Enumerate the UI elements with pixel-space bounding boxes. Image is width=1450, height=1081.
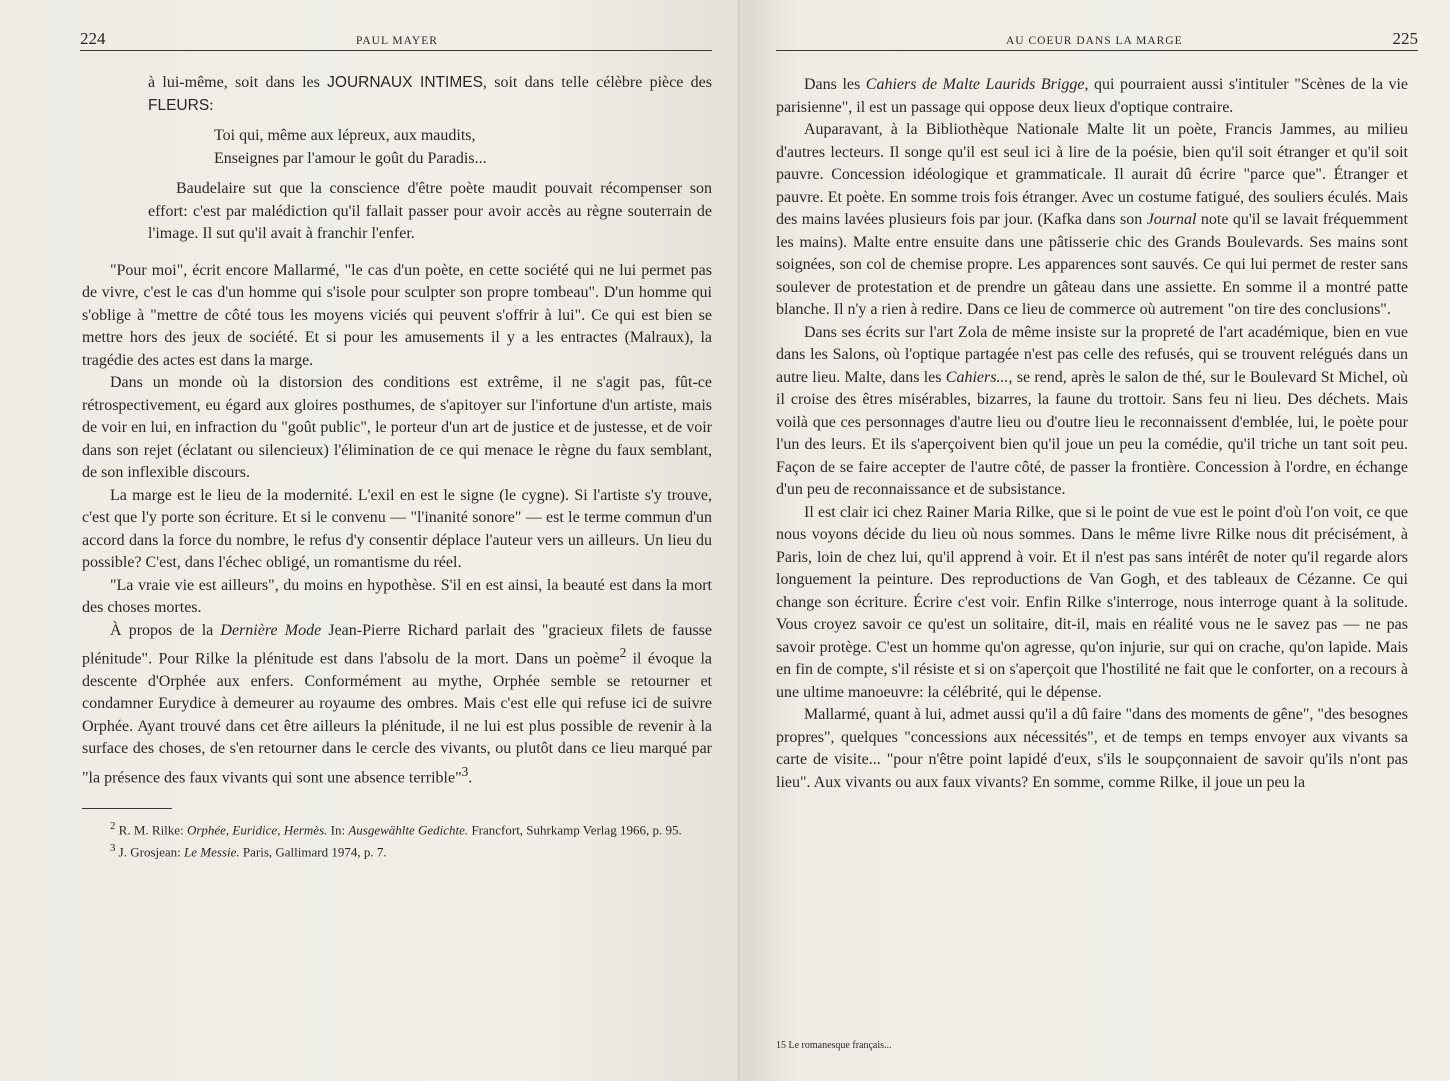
right-page — [742, 0, 1450, 1081]
left-page-header — [80, 30, 712, 51]
paragraph: "La vraie vie est ailleurs", du moins en hypothèse. S'il en est ainsi, la beauté est dans la mort des choses mortes. — [82, 576, 712, 616]
paragraph: à lui-même, soit dans les JOURNAUX INTIMES, soit dans telle célèbre pièce des FLEURS: — [148, 74, 712, 114]
signature-mark: 15 Le romanesque français... — [776, 1040, 892, 1051]
paragraph: Dans ses écrits sur l'art Zola de même insiste sur la propreté de l'art académique, bien en vue dans les Salons, où l'optique partagée n'est pas celle des refusés, qui se trouvent relégués dans un autre lieu. Malte, dans les Cahiers..., se rend, après le salon de thé, sur le Boulevard St Michel, où il croise des êtres misérables, bizarres, la faune du trottoir. Sans feu ni lieu. Des déchets. Mais voilà que ces personnages d'autre lieu ou d'outre lieu le reconnaissent d'emblée, lui, le poète pour l'un des leurs. Et ils s'aperçoivent bien qu'il joue un peu la comédie, qu'il triche un tant soit peu. Façon de se faire accepter de l'autre côté, de passer la frontière. Concession à l'ordre, en échange d'un peu de reconnaissance et de subsistance. — [776, 323, 1409, 498]
paragraph: "Pour moi", écrit encore Mallarmé, "le cas d'un poète, en cette société qui ne lui permet pas de vivre, c'est le cas d'un homme qui s'isole pour sculpter son propre tombeau". D'un homme qui s'oblige à "mettre de côté tous les moyens viciés qui peuvent s'offrir à lui". Ce qui est bien se mettre hors des jeux de société. Et si pour les amusements il y a les entractes (Malraux), la tragédie des actes est dans la marge. — [82, 261, 712, 369]
verse-line: Toi qui, même aux lépreux, aux maudits, — [214, 127, 476, 144]
paragraph: La marge est le lieu de la modernité. L'exil en est le signe (le cygne). Si l'artiste s'y trouve, c'est que l'y porte son écriture. Et si le convenu — "l'inanité sonore" — est le terme commun d'un accord dans la force du nombre, le refus d'y consentir déplace l'auteur vers un ailleurs. Un lieu du possible? C'est, dans l'échec obligé, un romantisme du réel. — [82, 486, 712, 571]
verse-quote — [214, 125, 712, 170]
footnote: $^3$ J. Grosjean: Le Messie. Paris, Gallimard 1974, p. 7. — [110, 841, 387, 860]
paragraph: Auparavant, à la Bibliothèque Nationale Malte lit un poète, Francis Jammes, au milieu d'autres lecteurs. Il songe qu'il est seul ici à lire de la poésie, bien qu'il soit étranger et qu'il soit pauvre. Concession idéologique et grammaticale. Il aurait dû écrire "parce que". Étranger et pauvre. Et poète. En somme trois fois étranger. Avec un costume fatigué, des souliers éculés. Mais des mains lavées plusieurs fois par jour. (Kafka dans son Journal note qu'il se lavait fréquemment les mains). Malte entre ensuite dans une pâtisserie chic des Grands Boulevards. Ses mains sont soignées, son col de chemise propre. Les apparences sont sauvés. Ce qui lui permet de rester sans soulever de protestation et de prendre un gâteau dans une assiette. En somme il a montré patte blanche. Il n'y a rien à redire. Dans ce lieu de commerce où autrement "on tire des conclusions". — [776, 121, 1409, 318]
left-page-body — [82, 72, 712, 861]
running-head: AU COEUR DANS LA MARGE — [1006, 35, 1183, 47]
paragraph: Baudelaire sut que la conscience d'être poète maudit pouvait récompenser son effort: c'est par malédiction qu'il fallait passer pour avoir accès au règne souterrain de l'image. Il sut qu'il avait à franchir l'enfer. — [148, 180, 712, 242]
page-number: 224 — [80, 29, 106, 48]
right-page-header — [776, 30, 1418, 51]
paragraph: Mallarmé, quant à lui, admet aussi qu'il a dû faire "dans des moments de gêne", "des besognes propres", quelques "concessions aux nécessités", et de temps en temps envoyer aux vivants sa carte de visite... "pour n'être point lapidé d'eux, s'ils le soupçonnaient de savoir qu'ils n'ont pas lieu". Aux vivants ou aux faux vivants? En somme, comme Rilke, il joue un peu la — [776, 706, 1408, 791]
footnote-rule — [82, 808, 172, 809]
footnote: $^2$ R. M. Rilke: Orphée, Euridice, Hermès. In: Ausgewählte Gedichte. Francfort, Suhrkamp Verlag 1966, p. 95. — [110, 819, 682, 837]
page-number: 225 — [1392, 29, 1418, 48]
running-head: PAUL MAYER — [356, 35, 438, 47]
paragraph: À propos de la Dernière Mode Jean-Pierre Richard parlait des "gracieux filets de fausse plénitude". Pour Rilke la plénitude est dans l'absolu de la mort. Dans un poème$^2$ il évoque la descente d'Orphée aux enfers. Conformément au mythe, Orphée semble se retourner et condamner Eurydice à demeurer au royaume des ombres. Mais c'est elle qui refuse ici de suivre Orphée. Ayant trouvé dans cet être ailleurs la plénitude, il ne lui est plus possible de revenir à la surface des choses, de s'en retourner dans le cercle des vivants, ou plutôt dans ce lieu marqué par "la présence des faux vivants qui sont une absence terrible"$^3$. — [82, 621, 713, 787]
paragraph: Dans un monde où la distorsion des conditions est extrême, il ne s'agit pas, fût-ce rétrospectivement, eu égard aux gloires posthumes, de s'apitoyer sur l'infortune d'un artiste, mais de voir en lui, en infraction du "goût public", le porteur d'un art de justice et de justesse, et de voir dans son rejet (éclatant ou silencieux) l'élimination de ce qui menace le règne du faux semblant, de son inflexible discours. — [82, 374, 712, 481]
paragraph: Il est clair ici chez Rainer Maria Rilke, que si le point de vue est le point d'où l'on voit, ce que nous voyons décide du lieu où nous sommes. Dans le même livre Rilke nous dit précisément, à Paris, loin de chez lui, qu'il apprend à voir. Et il n'est pas sans intérêt de noter qu'il regarde alors longuement la peinture. Des reproductions de Van Gogh, et des tableaux de Cézanne. Ce qui change son écriture. Écrire c'est voir. Enfin Rilke s'interroge, nous interroge quant à la solitude. Vous croyez savoir ce qu'est un solitaire, dit-il, mais en réalité vous ne le savez pas — ne pas savoir protège. C'est un homme qu'on agresse, qu'on injurie, sur qui on crache, qu'on lapide. Mais en fin de compte, s'il résiste et si on s'aperçoit que l'hostilité ne fait que le conforter, on a recours à une ultime manoeuvre: la célébrité, qui le dépense. — [776, 503, 1408, 701]
right-page-body — [776, 74, 1408, 794]
verse-line: Enseignes par l'amour le goût du Paradis... — [214, 149, 487, 167]
paragraph: Dans les Cahiers de Malte Laurids Brigge, qui pourraient aussi s'intituler "Scènes de la vie parisienne", il est un passage qui oppose deux lieux d'optique contraire. — [776, 76, 1409, 116]
